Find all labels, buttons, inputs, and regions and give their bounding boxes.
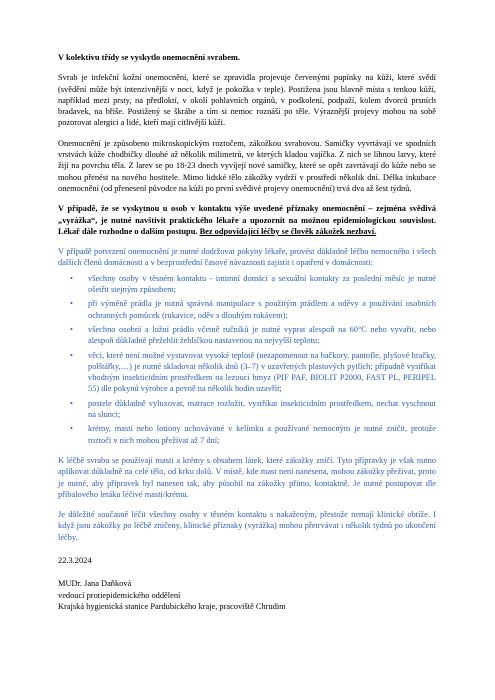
bullet-icon: • [70,299,73,309]
document-date: 22.3.2024 [58,555,92,565]
bullet-icon: • [70,273,73,283]
list-item-text: všechno osobní a ložní prádlo včetně ručníků je nutné vyprat alespoň na 60°C nebo vyvařit, nebo alespoň důkladně přežehlit žehličkou nastavenou na nejvyšší teplotu; [88,324,436,346]
signature-block [58,578,436,612]
list-item-text: při výměně prádla je nutná správná manipulace s použitým prádlem a oděvy a používání osobních ochranných pomůcek (rukavice, oděv s dlouhým rukávem); [88,299,436,320]
list-item [58,398,436,421]
bullet-icon: • [70,324,73,334]
list-item [58,273,436,296]
list-item-text: věci, které není možné vystavovat vysoké teplotě (nezapomenout na bačkory, pantofle, plyšové hračky, polštářky,…) je nutné skladovat několik dnů (3–7) v uzavřených plastových pytlích; případně vystříkat vhodným insekticidním prostředkem na lezoucí hmyz (PIF PAF, BIOLIT P2000, FAST PL, PERIPEL 55) dle pokynů výrobce a pevně na několik hodin uzavřít; [88,350,436,394]
warning-paragraph [58,203,436,237]
measures-list [58,273,436,446]
cause-paragraph: Onemocnění je způsobeno mikroskopickým roztočem, zákožkou svrabovou. Samičky vyvrtávají ve spodních vrstvách kůže chodbičky dlouhé až několik milimetrů, ve kterých kladou vajíčka. Z nich se líhnou larvy, které žijí na povrchu těla. Z larev se po 18-23 dnech vyvíjejí nové samičky, které se opět zavrtávají do kůže nebo se mohou přenést na nového hostitele. Mimo lidské tělo zákožky vydrží v prostředí několik dní. Délka inkubace onemocnění (od přenesení původce na kůži po první svědivé projevy onemocnění) trvá dva až šest týdnů. [58,138,436,193]
measures-intro: V případě potvrzení onemocnění je nutné dodržovat pokyny lékaře, provést důkladně léčbu nemocného i všech dalších členů domácnosti a v bezprostřední časové návaznosti zajistit i opatření v domácnosti: [58,247,436,268]
bullet-icon: • [70,424,73,434]
list-item [58,324,436,347]
signature-org: Krajská hygienická stanice Pardubického kraje, pracoviště Chrudim [58,601,286,611]
bullet-icon: • [70,350,73,360]
list-item [58,298,436,321]
bullet-icon: • [70,398,73,408]
warning-underlined-text: Bez odpovídající léčby se člověk zákožek nezbaví. [199,226,377,236]
intro-paragraph: Svrab je infekční kožní onemocnění, které se zpravidla projevuje červenými pupínky na kůži, které svědí (svědění může být intenzivnější v noci, když je pokožka v teple). Postižena jsou hlavně místa s tenkou kůží, například mezi prsty, na předloktí, v okolí pohlavních orgánů, v podkolení, podpaží, kolem dvorců prsních bradavek, na břiše. Postižený se škrábe a tím si nemoc roznáší po těle. Výraznější projevy mohou na sobě pozorovat alergici a lidé, kteří mají citlivější kůži. [58,73,436,128]
treatment-paragraph: K léčbě svrabu se používají masti a krémy s obsahem látek, které zákožky zničí. Tyto přípravky je však nutno aplikovat důkladně na celé tělo, od krku dolů. V místě, kde mast není nanesena, mohou zákožky přežívat, proto je nutné, aby přípravek byl nanesen tak, aby působil na zákožky přímo, kontaktně. Je nutné postupovat dle příbalového letáku léčivé masti/krému. [58,455,436,499]
list-item-text: postele důkladně vyluxovat, matrace rozložit, vystříkat insekticidním prostředkem, nechat vyschnout na slunci; [88,398,436,420]
list-item [58,350,436,395]
signature-name: MUDr. Jana Daňková [58,579,132,589]
note-paragraph: Je důležité současně léčit všechny osoby v těsném kontaktu s nakaženým, přestože nemají klinické obtíže. I když jsou zákožky po léčbě zničeny, klinické příznaky (vyrážka) mohou přetrvávat i několik týdnů po ukončení léčby. [58,510,436,542]
list-item [58,423,436,446]
document-page [58,52,436,612]
notice-heading: V kolektivu třídy se vyskytlo onemocnění svrabem. [58,53,241,62]
warning-text: V případě, že se vyskytnou u osob v kontaktu výše uvedené příznaky onemocnění – zejména svědivá „vyrážka“, je nutné navštívit praktického lékaře a upozornit na možnou epidemiologickou souvislost. Lékař dále rozhodne o dalším postupu. [58,204,436,236]
list-item-text: všechny osoby v těsném kontaktu - intimní domácí a sexuální kontakty za poslední měsíc je nutné ošetřit stejným způsobem; [88,273,436,295]
signature-role: vedoucí protiepidemického oddělení [58,590,181,600]
list-item-text: krémy, mastí nebo lotiony uchovávané v kelímku a používané nemocným je nutné zničit, protože roztoči v nich mohou přežívat až 7 dní; [88,424,436,445]
